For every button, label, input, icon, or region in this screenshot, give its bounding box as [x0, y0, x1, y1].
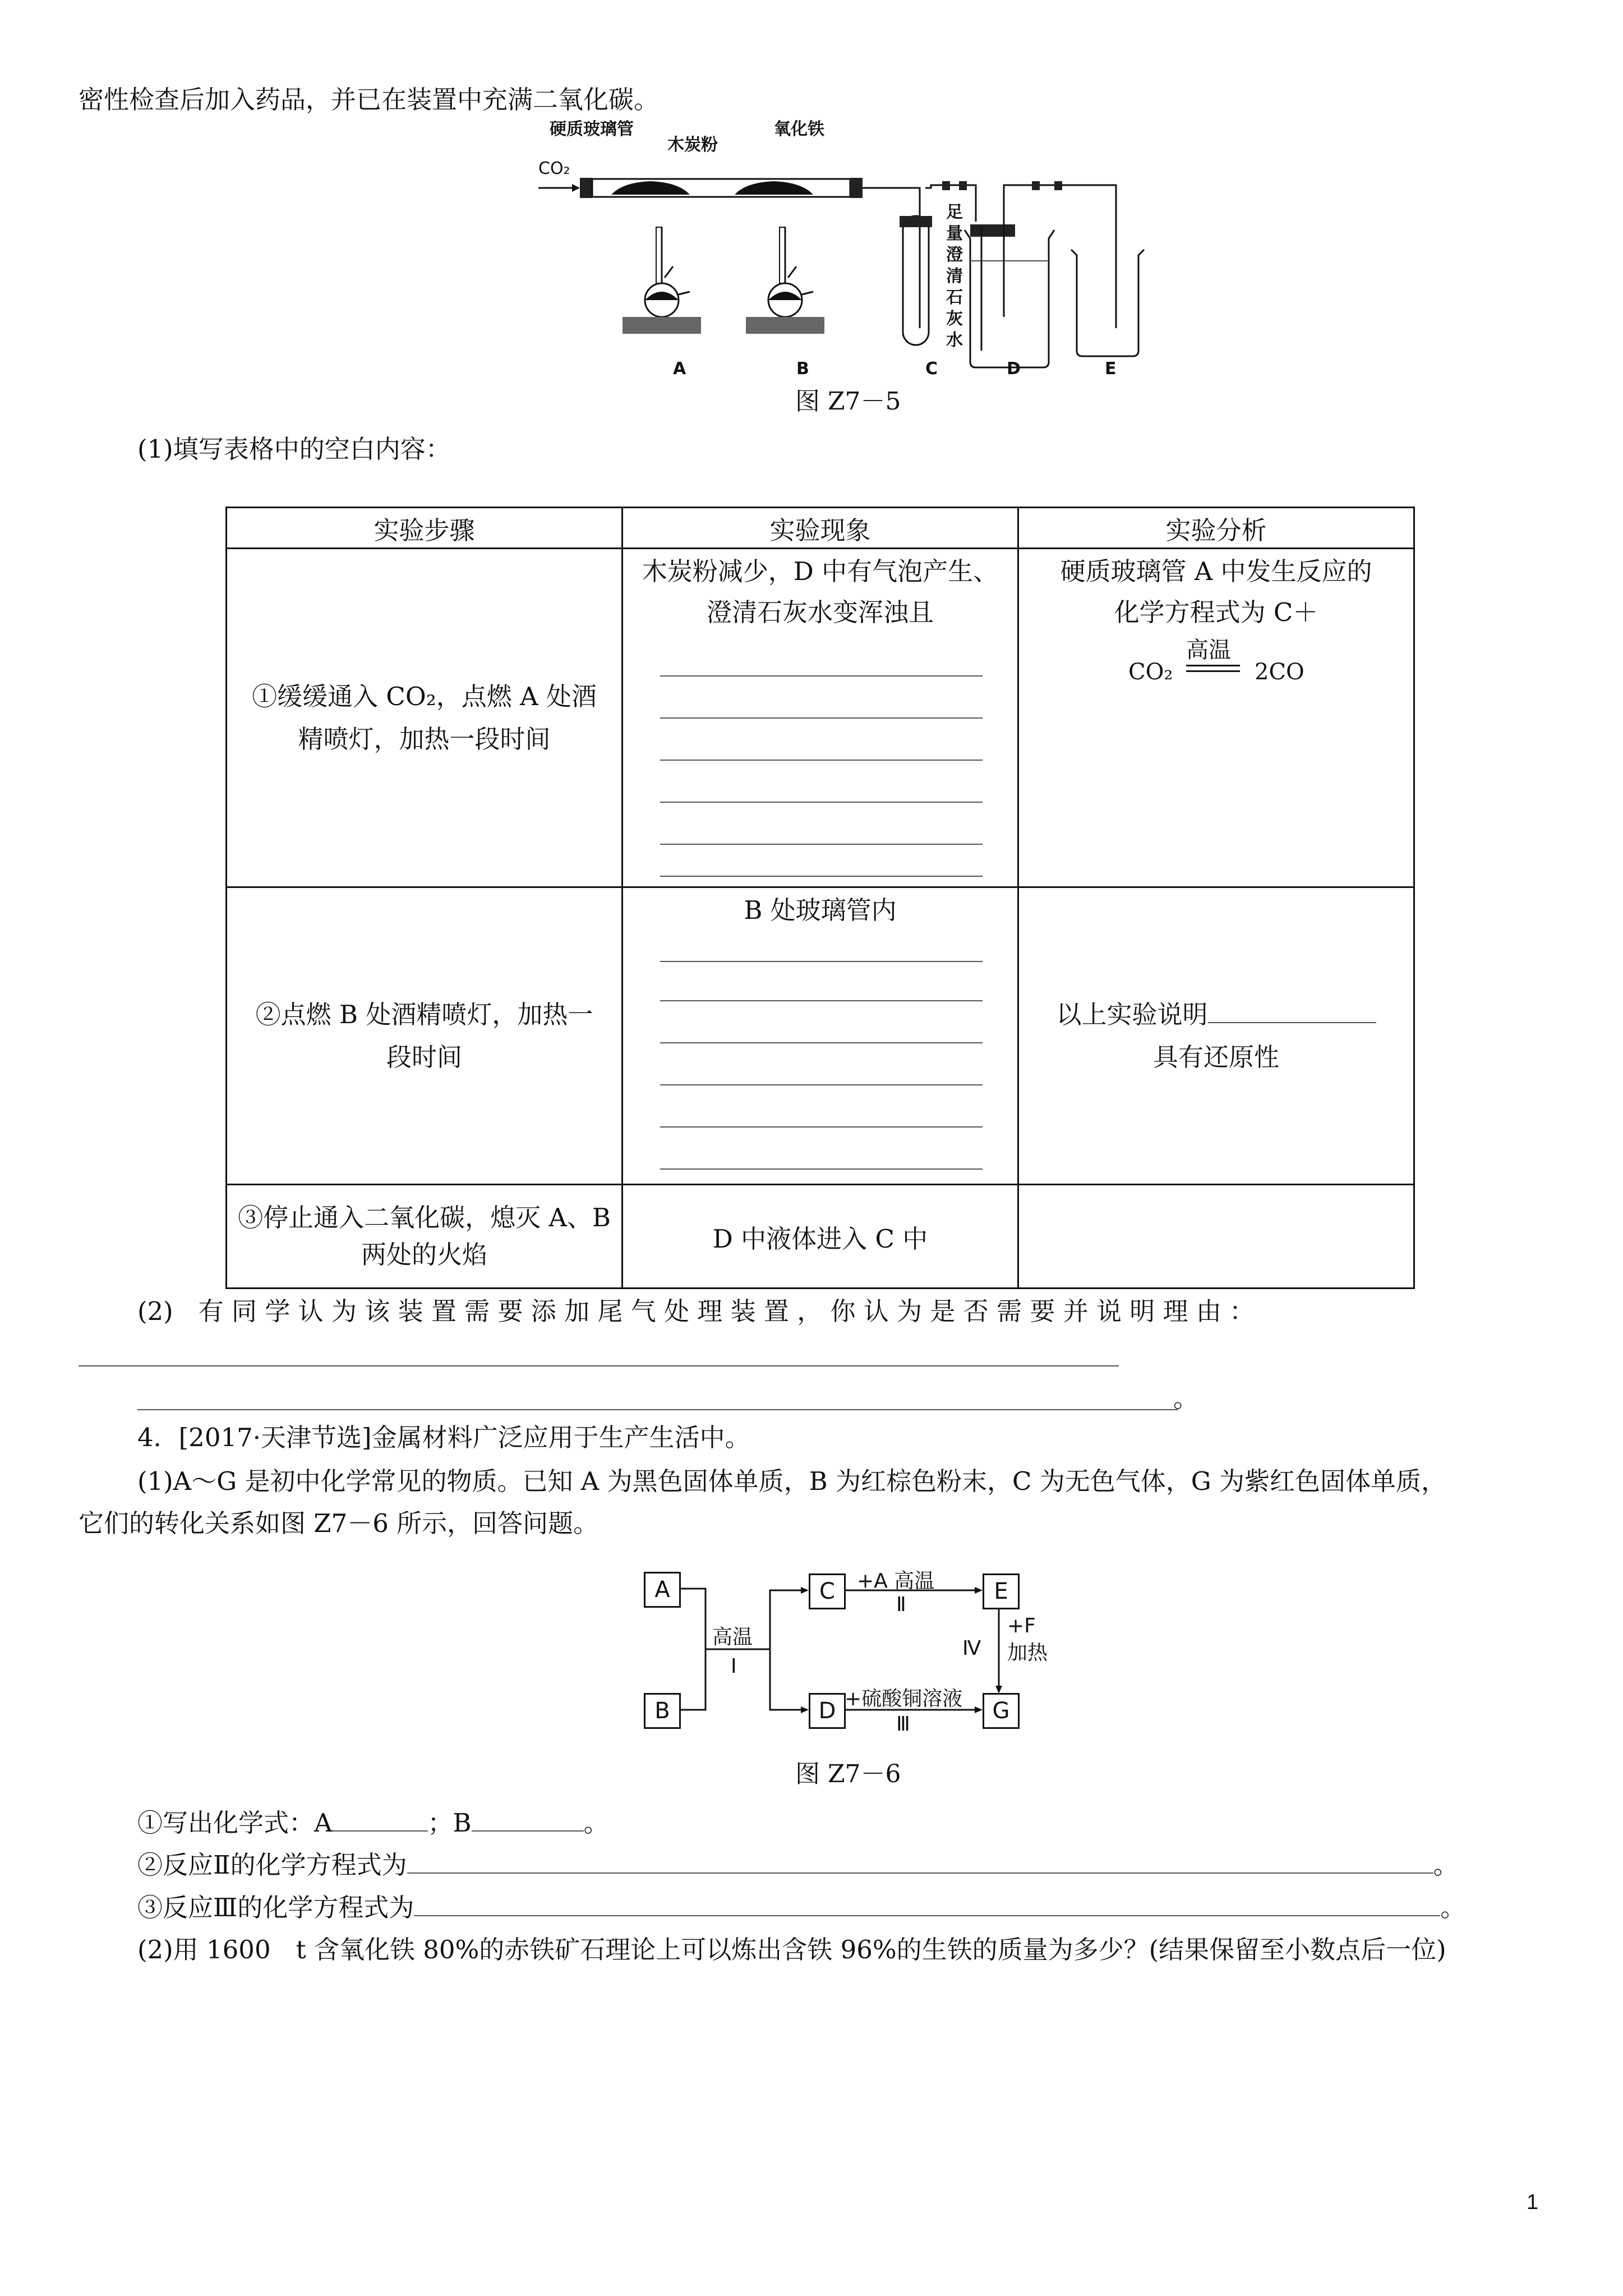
- figure2-caption: 图 Z7－6: [795, 1760, 901, 1788]
- blank-line[interactable]: [660, 1126, 983, 1128]
- blank-line[interactable]: [660, 1042, 983, 1043]
- cond-iii-top: +硫酸铜溶液: [845, 1687, 963, 1710]
- row3-step: ③停止通入二氧化碳，熄灭 A、B 两处的火焰: [227, 1185, 623, 1289]
- answer-blank-b[interactable]: [472, 1808, 584, 1832]
- q4-p1-line2: 它们的转化关系如图 Z7－6 所示，回答问题。: [79, 1508, 599, 1538]
- page-number: 1: [1527, 2191, 1539, 2214]
- header-analysis: 实验分析: [1018, 508, 1414, 549]
- cond-iv-reagent: +F: [1007, 1614, 1036, 1637]
- q4-c: ③反应Ⅲ的化学方程式为 。: [137, 1893, 1466, 1922]
- q4-p1-line1: (1)A～G 是初中化学常见的物质。已知 A 为黑色固体单质，B 为红棕色粉末，C 为无色气体，G 为紫红色固体单质，: [137, 1466, 1446, 1496]
- equation: CO₂ 高温 2CO: [1128, 637, 1304, 685]
- answer-line[interactable]: [137, 1409, 1178, 1410]
- blank-line[interactable]: [660, 760, 983, 761]
- box-b: B: [644, 1693, 681, 1729]
- answer-line[interactable]: [79, 1365, 1119, 1366]
- label-co2: CO₂: [538, 159, 570, 178]
- apparatus-drawing: [538, 115, 1161, 384]
- blank-line[interactable]: [660, 675, 983, 677]
- cond-ii-num: Ⅱ: [896, 1593, 906, 1616]
- row1-phenomenon: 木炭粉减少，D 中有气泡产生、 澄清石灰水变浑浊且: [623, 549, 1018, 887]
- q4-p2: (2)用 1600 t 含氧化铁 80%的赤铁矿石理论上可以炼出含铁 96%的生铁的质量为多少？(结果保留至小数点后一位): [137, 1935, 1446, 1964]
- blank-line[interactable]: [660, 961, 983, 962]
- row3-analysis: [1018, 1185, 1414, 1289]
- answer-blank-eq3[interactable]: [414, 1893, 1440, 1916]
- letter-a: A: [673, 359, 686, 379]
- blank-line[interactable]: [660, 717, 983, 719]
- box-d: D: [809, 1693, 846, 1729]
- row3-phenomenon: D 中液体进入 C 中: [623, 1185, 1018, 1289]
- cond-iii-num: Ⅲ: [896, 1713, 910, 1736]
- conversion-diagram: [644, 1571, 1064, 1739]
- blank-line[interactable]: [660, 1084, 983, 1085]
- intro-text: 密性检查后加入药品，并已在装置中充满二氧化碳。: [79, 85, 660, 114]
- apparatus-figure: [538, 115, 1161, 384]
- row1-step: ①缓缓通入 CO₂，点燃 A 处酒 精喷灯，加热一段时间: [227, 549, 623, 887]
- blank-line[interactable]: [660, 1168, 983, 1170]
- cond-i-num: Ⅰ: [731, 1655, 737, 1678]
- figure1-caption: 图 Z7－5: [795, 387, 901, 416]
- blank-line[interactable]: [660, 1000, 983, 1001]
- q4-b: ②反应Ⅱ的化学方程式为 。: [137, 1850, 1459, 1880]
- cond-ii-top: +A 高温: [857, 1570, 935, 1593]
- letter-d: D: [1007, 359, 1021, 379]
- letter-c: C: [925, 359, 938, 379]
- cond-i-top: 高温: [712, 1626, 753, 1649]
- box-e: E: [983, 1573, 1020, 1609]
- q1-prompt: (1)填写表格中的空白内容：: [137, 434, 451, 464]
- row2-analysis: 以上实验说明 具有还原性: [1018, 887, 1414, 1185]
- q4-title: 4．[2017·天津节选]金属材料广泛应用于生产生活中。: [137, 1423, 750, 1452]
- q4-a: ①写出化学式：A ；B 。: [137, 1808, 609, 1838]
- cond-iv-num: Ⅳ: [962, 1637, 981, 1660]
- letter-b: B: [796, 359, 809, 379]
- label-limewater: 足 量 澄 清 石 灰 水: [946, 203, 963, 350]
- blank-line[interactable]: [1208, 1000, 1376, 1023]
- answer-blank-eq2[interactable]: [407, 1850, 1433, 1874]
- letter-e: E: [1105, 359, 1117, 379]
- header-step: 实验步骤: [227, 508, 623, 549]
- blank-line[interactable]: [660, 876, 983, 877]
- label-tube: 硬质玻璃管: [550, 119, 634, 139]
- experiment-table: [225, 507, 1415, 1289]
- cond-iv-heat: 加热: [1007, 1641, 1048, 1664]
- blank-line[interactable]: [660, 802, 983, 803]
- header-phenomenon: 实验现象: [623, 508, 1018, 549]
- box-a: A: [644, 1572, 681, 1608]
- q2-text: (2) 有 同 学 认 为 该 装 置 需 要 添 加 尾 气 处 理 装 置 ， 你 认 为 是 否 需 要 并 说 明 理 由 ：: [137, 1296, 1255, 1326]
- box-c: C: [809, 1573, 846, 1609]
- box-g: G: [983, 1693, 1020, 1729]
- row2-step: ②点燃 B 处酒精喷灯，加热一 段时间: [227, 887, 623, 1185]
- q2-end: 。: [1173, 1383, 1199, 1413]
- row1-analysis: 硬质玻璃管 A 中发生反应的 化学方程式为 C＋ CO₂ 高温 2CO: [1018, 549, 1414, 887]
- label-charcoal: 木炭粉: [667, 135, 718, 155]
- row2-phenomenon: B 处玻璃管内: [623, 887, 1018, 1185]
- answer-blank-a[interactable]: [333, 1808, 428, 1832]
- label-iron-oxide: 氧化铁: [774, 119, 824, 139]
- blank-line[interactable]: [660, 844, 983, 845]
